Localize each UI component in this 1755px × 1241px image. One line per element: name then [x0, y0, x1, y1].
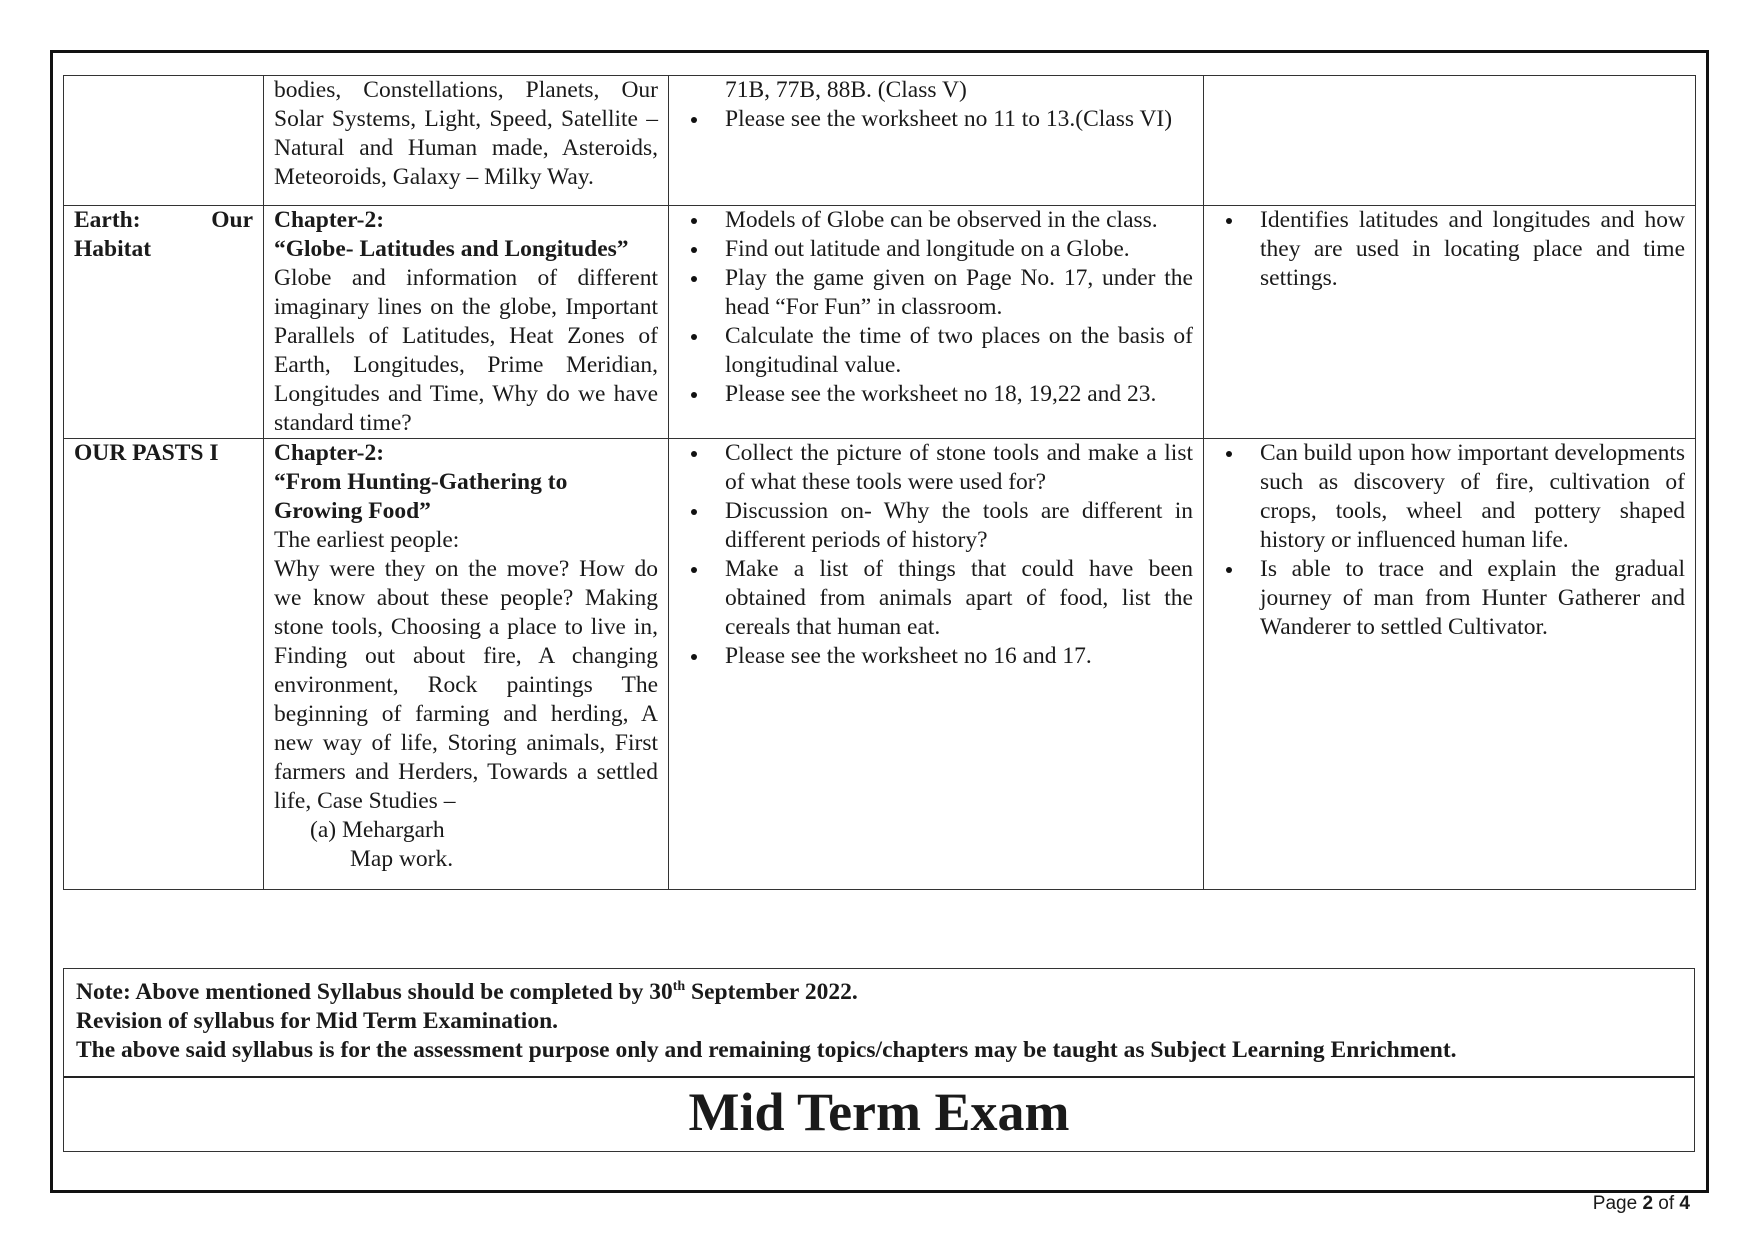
activities-list — [679, 439, 1193, 671]
list-item: Play the game given on Page No. 17, under the head “For Fun” in classroom. — [679, 264, 1193, 322]
page-number — [1593, 1193, 1690, 1215]
divider — [64, 1076, 1694, 1078]
theme-cell — [64, 206, 264, 439]
outcomes-list — [1214, 206, 1685, 293]
content-text: Globe and information of different imaginary lines on the globe, Important Parallels of Latitudes, Heat Zones of Earth, Longitudes, Prime Meridian, Longitudes and Time, Why do we have standard time? — [274, 265, 658, 436]
outcomes-cell — [1204, 439, 1696, 890]
activities-list — [679, 105, 1193, 134]
page-of: of — [1653, 1193, 1680, 1214]
theme-cell — [64, 76, 264, 206]
note-line-revision: Revision of syllabus for Mid Term Examination. — [76, 1007, 559, 1034]
content-cell — [264, 76, 669, 206]
table-row — [64, 439, 1696, 890]
theme-cell — [64, 439, 264, 890]
theme-word: Our — [211, 207, 253, 233]
content-text: bodies, Constellations, Planets, Our Solar Systems, Light, Speed, Satellite –Natural and Human made, Asteroids, Meteoroids, Galaxy – Milky Way. — [274, 77, 658, 190]
list-item: Collect the picture of stone tools and make a list of what these tools were used for? — [679, 439, 1193, 497]
activities-list — [679, 206, 1193, 409]
theme-title: OUR PASTS I — [74, 440, 219, 466]
note-deadline-text: Note: Above mentioned Syllabus should be completed by 30 — [76, 978, 673, 1005]
list-item: Identifies latitudes and longitudes and how they are used in locating place and time settings. — [1214, 206, 1685, 293]
list-item: Is able to trace and explain the gradual journey of man from Hunter Gatherer and Wanderer to settled Cultivator. — [1214, 555, 1685, 642]
page-current: 2 — [1642, 1193, 1654, 1214]
outcomes-cell — [1204, 206, 1696, 439]
page-prefix: Page — [1592, 1193, 1643, 1214]
list-item: Please see the worksheet no 18, 19,22 and 23. — [679, 380, 1193, 409]
chapter-title: “From Hunting-Gathering to Growing Food” — [274, 469, 568, 524]
list-item: Discussion on- Why the tools are different in different periods of history? — [679, 497, 1193, 555]
content-cell — [264, 439, 669, 890]
note-line-deadline — [76, 972, 1682, 1007]
outcomes-list — [1214, 439, 1685, 642]
list-item: Models of Globe can be observed in the class. — [679, 206, 1193, 235]
list-item: Can build upon how important developments such as discovery of fire, cultivation of crops, tools, wheel and pottery shaped history or influenced human life. — [1214, 439, 1685, 555]
note-text — [64, 972, 1694, 1065]
activity-continued-line: 71B, 77B, 88B. (Class V) — [725, 77, 967, 103]
list-item: Please see the worksheet no 16 and 17. — [679, 642, 1193, 671]
activities-cell — [669, 76, 1204, 206]
list-item: Make a list of things that could have been obtained from animals apart of food, list the cereals that human eat. — [679, 555, 1193, 642]
case-study-item: (a) Mehargarh — [310, 817, 445, 843]
activities-cell — [669, 206, 1204, 439]
table-row — [64, 76, 1696, 206]
list-item: Find out latitude and longitude on a Globe. — [679, 235, 1193, 264]
note-box — [63, 968, 1695, 1152]
syllabus-table — [63, 75, 1696, 890]
exam-title: Mid Term Exam — [688, 1082, 1070, 1142]
theme-second-line: Habitat — [74, 236, 152, 262]
content-intro: The earliest people: — [274, 527, 460, 553]
table-row — [64, 206, 1696, 439]
activities-cell — [669, 439, 1204, 890]
theme-word: Earth: — [74, 207, 141, 233]
chapter-label: Chapter-2: — [274, 440, 385, 466]
ordinal-suffix: th — [672, 979, 686, 994]
content-cell — [264, 206, 669, 439]
note-deadline-date: September 2022. — [685, 978, 858, 1005]
note-line-assessment: The above said syllabus is for the assessment purpose only and remaining topics/chapters may be taught as Subject Learning Enrichment. — [76, 1036, 1457, 1063]
content-text: Why were they on the move? How do we know about these people? Making stone tools, Choosing a place to live in, Finding out about fire, A changing environment, Rock paintings The beginning of farming and herding, A new way of life, Storing animals, First farmers and Herders, Towards a settled life, Case Studies – — [274, 556, 658, 814]
outcomes-cell — [1204, 76, 1696, 206]
page-total: 4 — [1679, 1193, 1690, 1214]
chapter-title: “Globe- Latitudes and Longitudes” — [274, 236, 629, 262]
list-item: Calculate the time of two places on the basis of longitudinal value. — [679, 322, 1193, 380]
theme-first-line — [74, 206, 253, 235]
map-work-text: Map work. — [350, 846, 454, 872]
list-item: Please see the worksheet no 11 to 13.(Class VI) — [679, 105, 1193, 134]
chapter-label: Chapter-2: — [274, 207, 385, 233]
